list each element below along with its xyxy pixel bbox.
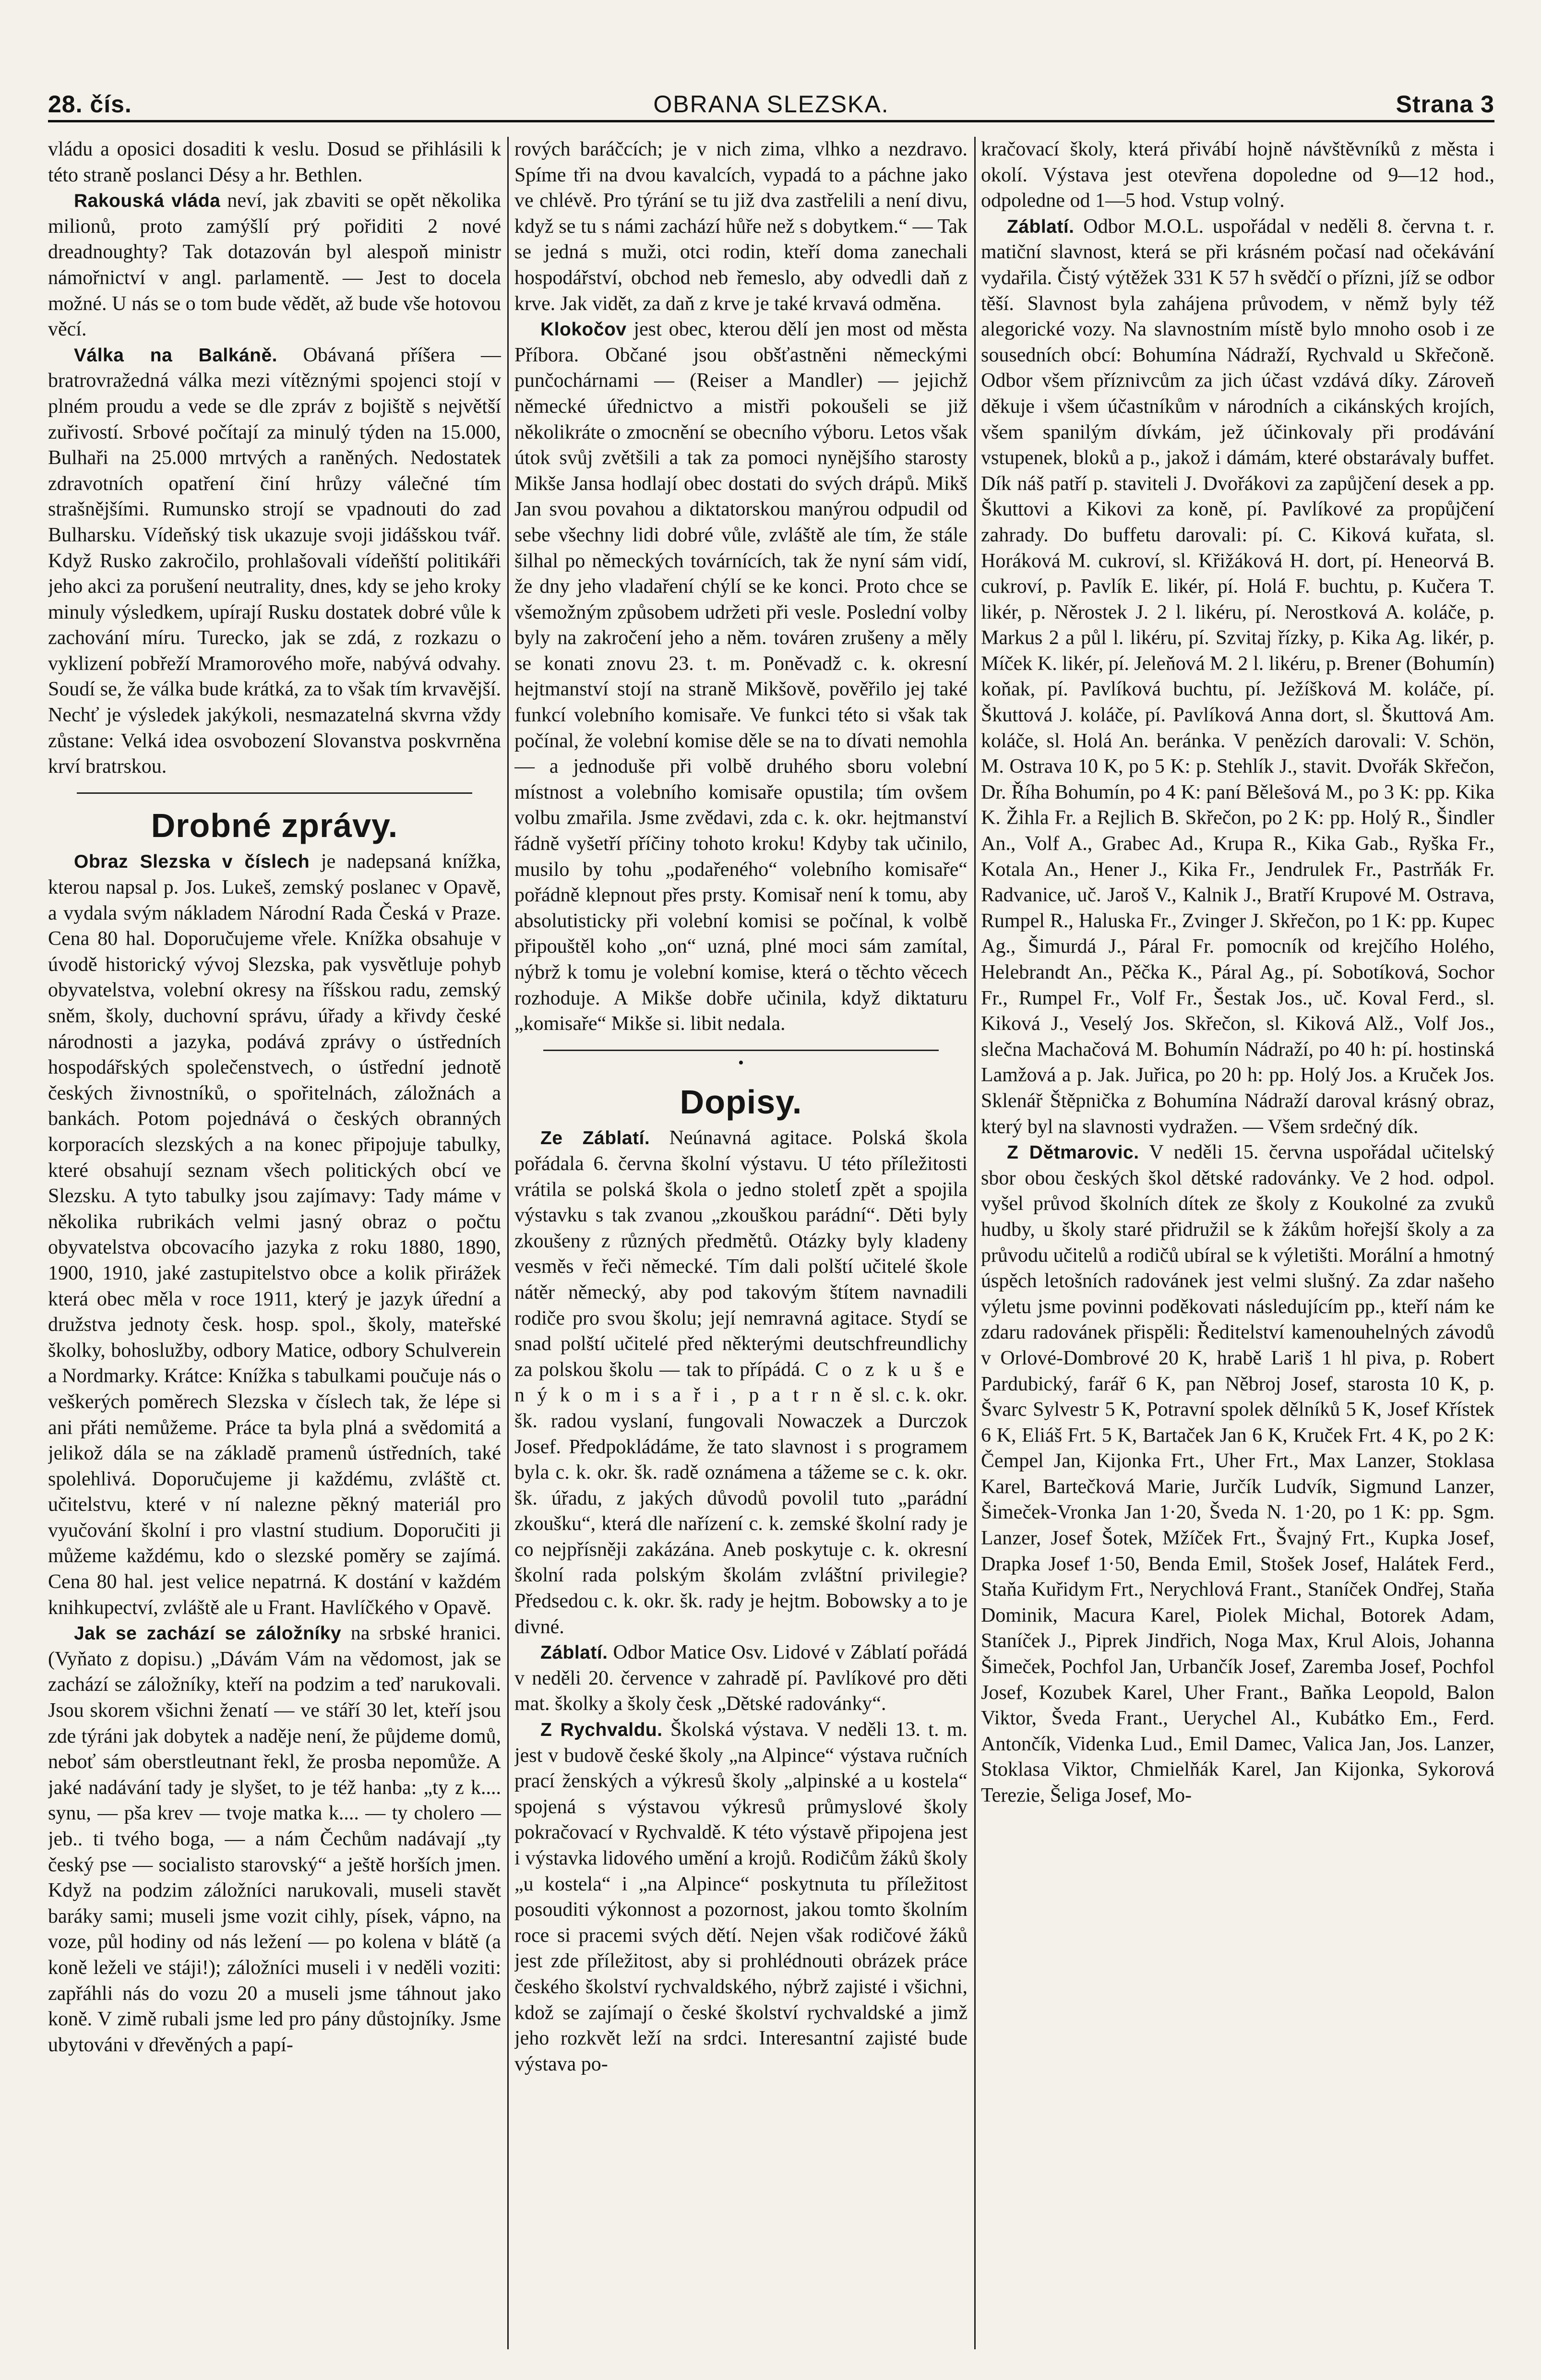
issue-number: 28. čís. xyxy=(48,91,132,118)
paragraph: kračovací školy, která přivábí hojně návštěvníků z města i okolí. Výstava jest otevřena dopoledne od 9—12 hod., odpoledne od 1—5 hod. Vstup volný. xyxy=(981,138,1494,212)
article-lead: Z Dětmarovic. xyxy=(1007,1142,1139,1163)
section-rule xyxy=(543,1050,939,1051)
article-lead: Záblatí. xyxy=(1007,216,1075,237)
column-2 xyxy=(514,137,968,2349)
column-divider xyxy=(974,137,976,2349)
paragraph: Z Dětmarovic. V neděli 15. června uspořádal učitelský sbor obou českých škol dětské radovánky. Ve 2 hod. odpol. vyšel průvod školních dítek ze školy z Koukolné za zvuků hudby, u školy staré přidružil se k žákům hořejší školy a za průvodu učitelů a rodičů ubíral se k výletišti. Morální a hmotný úspěch letošních radovánek jest velmi slušný. Za zdar našeho výletu jsme povinni poděkovati následujícím pp., kteří nám ke zdaru radovánek přispěli: Ředitelství kamenouhelných závodů v Orlové-Dombrové 20 K, hrabě Lariš 1 hl piva, p. Robert Pardubický, farář 6 K, pan Něbroj Josef, starosta 10 K, p. Švarc Sylvestr 5 K, Potravní spolek dělníků 5 K, Josef Křístek 6 K, Eliáš Frt. 5 K, Bartaček Jan 6 K, Kruček Frt. 4 K, po 2 K: Čempel Jan, Kijonka Frt., Uher Frt., Max Lanzer, Stoklasa Karel, Bartečková Marie, Jurčík Ludvík, Sigmund Lanzer, Šimeček-Vronka Jan 1·20, Šveda N. 1·20, po 1 K: pp. Sgm. Lanzer, Josef Šotek, Mžíček Frt., Švajný Frt., Kupka Josef, Drapka Josef 1·50, Benda Emil, Stošek Josef, Halátek Ferd., Staňa Kuřidym Frt., Nerychlová Frant., Staníček Ondřej, Staňa Dominik, Macura Karel, Piolek Michal, Botorek Adam, Staníček J., Piprek Jindřich, Noga Max, Krul Alois, Johanna Šimeček, Pochfol Jan, Urbančík Josef, Zaremba Josef, Pochfol Josef, Kozubek Karel, Uher Frant., Baňka Leopold, Balon Viktor, Šveda Frant., Uerychel Al., Kubátko Em., Ferd. Antončík, Videnka Lud., Emil Damec, Valica Jan, Jos. Lanzer, Stoklasa Viktor, Chmielňák Karel, Jan Kijonka, Sykorová Terezie, Šeliga Josef, Mo- xyxy=(981,1141,1494,1806)
column-3 xyxy=(981,137,1494,2349)
paragraph: Rakouská vláda neví, jak zbaviti se opět několika milionů, proto zamýšlí prý pořiditi 2 nové dreadnoughty? Tak dotazován byl alespoň ministr námořnictví v angl. parlamentě. — Jest to docela možné. U nás se o tom bude vědět, až bude vše hotovou věcí. xyxy=(48,190,501,341)
paragraph: Záblatí. Odbor Matice Osv. Lidové v Záblatí pořádá v neděli 20. července v zahradě pí. Pavlíkové pro děti mat. školky a školy česk „Dětské radovánky“. xyxy=(514,1641,968,1715)
paragraph: Válka na Balkáně. Obávaná příšera — bratrovražedná válka mezi vítěznými spojenci stojí v plném proudu a vede se dle zpráv z bojiště s největší zuřivostí. Srbové počítají za minulý týden na 15.000, Bulhaři na 25.000 mrtvých a raněných. Nedostatek zdravotních opatření činí hrůzy válečné tím strašnějšími. Rumunsko strojí se vpadnouti do zad Bulharsku. Vídeňský tisk ukazuje svoji jidášskou tvář. Když Rusko zakročilo, prohlašovali vídeňští politikáři jeho akci za porušení neutrality, dnes, kdy se jeho kroky minuly výsledkem, upírají Rusku dostatek dobré vůle k zachování míru. Turecko, jak se zdá, z rozkazu o vyklizení pobřeží Mramorového moře, nabývá odvahy. Soudí se, že válka bude krátká, za to však tím krvavější. Nechť je výsledek jakýkoli, nesmazatelná skvrna vždy zůstane: Velká idea osvobození Slovanstva poskvrněna krví bratrskou. xyxy=(48,344,501,778)
article-lead: Jak se zachází se záložníky xyxy=(74,1623,342,1644)
paragraph: rových baráčcích; je v nich zima, vlhko a nezdravo. Spíme tři na dvou kavalcích, vypadá to a páchne jako ve chlévě. Pro týrání se tu již dva zastřelili a není divu, když se tu s námi zachází hůře než s dobytkem.“ — Tak se jedná s muži, otci rodin, kteří doma zanechali hospodářství, obchod neb řemeslo, aby odvedli daň z krve. Jak vidět, za daň z krve je také krvavá odměna. xyxy=(514,138,968,315)
article-lead: Záblatí. xyxy=(540,1642,608,1663)
column-1 xyxy=(48,137,501,2349)
section-heading: Dopisy. xyxy=(680,1083,802,1121)
section-rule xyxy=(77,792,472,794)
newspaper-title: OBRANA SLEZSKA. xyxy=(653,91,889,118)
paragraph: Klokočov jest obec, kterou dělí jen most od města Příbora. Občané jsou obšťastněni německými punčochárnami — (Reiser a Mandler) — jejichž německé úřednictvo a mistři pokoušeli se již několikráte o zmocnění se obecního výboru. Letos však útok svůj zvětšili a tak za pomoci nynějšího starosty Mikše Jansa hodlají obec dostati do svých drápů. Mikš Jan svou povahou a diktatorskou manýrou odpudil od sebe všechny lidi dobré vůle, zvláště ale tím, že stále šilhal po německých továrnících, tak že nyní sám vidí, že dny jeho vladaření chýlí se ke konci. Proto chce se všemožným způsobem udržeti při vesle. Poslední volby byly na zakročení jeho a něm. továren zrušeny a měly se konati znovu 23. t. m. Poněvadž c. k. okresní hejtmanství stojí na straně Mikšově, pověřilo jej také funkcí volebního komisaře. Ve funkci této si však tak počínal, že volební komise děle se na to dívati nemohla — a jednoduše při volbě druhého sboru volební místnost a volebního komisaře opustila; tím ovšem volbu zmařila. Jsme zvědavi, zda c. k. okr. hejtmanství řádně vyšetří příčiny tohoto kroku! Kdyby tak učinilo, musilo by tohu „podařeného“ volebního komisaře“ pořádně klepnout přes prsty. Komisař není k tomu, aby absolutisticky při volební komisi se počínal, k volbě připouštěl koho „on“ uzná, plné moci sám zamítal, nýbrž k tomu je volební komise, která o těchto věcech rozhoduje. A Mikše dobře učinila, když diktaturu „komisaře“ Mikše si. libit nedala. xyxy=(514,318,968,1035)
paragraph: Jak se zachází se záložníky na srbské hranici. (Vyňato z dopisu.) „Dávám Vám na vědomost, jak se zachází se záložníky, kteří na podzim a teď narukovali. Jsou skorem všichni ženatí — ve stáří 30 let, kteří jsou zde týráni jak dobytek a naděje není, že půjdeme domů, neboť sám oberstleutnant řekl, že prosba nepomůže. A jaké nadávání tady je slyšet, to je též hanba: „ty z k.... synu, — pša krev — tvoje matka k.... — ty cholero — jeb.. ti tvého boga, — a nám Čechům nadávají „ty český pse — socialisto starovský“ a ještě horších jmen. Když na podzim záložníci narukovali, museli stavět baráky sami; museli jsme vozit cihly, písek, vápno, na voze, půl hodiny od nás ležení — po kolena v blátě (a koně leželi ve stáji!); záložníci museli i v neděli voziti: zapřáhli nás do vozu 20 a museli jsme táhnout jako koně. V zimě rubali jsme led pro pány důstojníky. Jsme ubytováni v dřevěných a papí- xyxy=(48,1622,501,2056)
paragraph: Ze Záblatí. Neúnavná agitace. Polská škola pořádala 6. června školní výstavu. U této příležitosti vrátila se polská škola o jedno stoletÍ zpět a spojila výstavku s tak zvanou „zkouškou parádní“. Děti byly zkoušeny z různých předmětů. Otázky byly kladeny vesměs v řeči německé. Tím dali polští učitelé škole nátěr německý, aby pod takovým štítem navnadili rodiče pro svou školu; její nemravná agitace. Stydí se snad polští učitelé před některými deutschfreundlichy za polskou školu — tak to přípádá. C o z k u š e n ý k o m i s a ř i , p a t r n ě sl. c. k. okr. šk. radou vyslaní, fungovali Nowaczek a Durczok Josef. Předpokládáme, že tato slavnost i s programem byla c. k. okr. šk. radě oznámena a tážeme se c. k. okr. šk. úřadu, z jakých důvodů povolil tuto „parádní zkoušku“, která dle nařízení c. k. zemské školní rady je co nejpřísněji zakázána. Aneb poskytuje c. k. okresní školní rada polským školám zvláštní privilegie? Předsedou c. k. okr. šk. rady je hejtm. Bobowsky a to je divné. xyxy=(514,1127,968,1638)
ornament: • xyxy=(738,1053,744,1072)
paragraph: Z Rychvaldu. Školská výstava. V neděli 13. t. m. jest v budově české školy „na Alpince“ výstava ručních prací ženských a výkresů školy „alpinské a u kostela“ spojená s výstavou výkresů průmyslové školy pokračovací v Rychvaldě. K této výstavě připojena jest i výstavka lidového umění a krojů. Rodičům žáků školy „u kostela“ i „na Alpince“ poskytnuta tu příležitost posouditi výkonnost a pozornost, jakou tomto školním roce si pracemi svých dětí. Nejen však rodičové žáků jest zde příležitost, aby si prohlédnouti obrázek práce českého školství rychvaldského, nýbrž zajisté i všichni, kdož se zajímají o české školství rychvaldské a jimž jeho rozkvět leží na srdci. Interesantní zajisté bude výstava po- xyxy=(514,1719,968,2075)
paragraph: Záblatí. Odbor M.O.L. uspořádal v neděli 8. června t. r. matiční slavnost, která se při krásném počasí nad očekávání vydařila. Čistý výtěžek 331 K 57 h svědčí o přízni, jíž se odbor těší. Slavnost byla zahájena průvodem, v němž byly též alegorické vozy. Na slavnostním místě bylo mnoho osob i ze sousedních obcí: Bohumína Nádraží, Rychvald u Skřečoně. Odbor všem příznivcům za jich účast vzdává díky. Zároveň děkuje i všem účastníkům v národních a cikánských krojích, všem spanilým dívkám, jež účinkovaly při prodávání vstupenek, bloků a p., jakož i dámám, které obstarávaly buffet. Dík náš patří p. staviteli J. Dvořákovi za zapůjčení desek a pp. Škuttovi a Kikovi za koně, pí. Pavlíkové za propůjčení zahrady. Do buffetu darovali: pí. C. Kiková kuřata, sl. Horáková M. cukroví, sl. Křižáková H. dort, pí. Heneorvá B. cukroví, p. Pavlík E. likér, pí. Holá F. buchtu, p. Kučera T. likér, p. Něrostek J. 2 l. likéru, pí. Nerostková A. koláče, p. Markus 2 a půl l. likéru, pí. Szvitaj řízky, p. Kika Ag. likér, p. Míček K. likér, pí. Jeleňová M. 2 l. likéru, p. Brener (Bohumín) koňak, pí. Pavlíková buchtu, pí. Ježíšková M. koláče, pí. Škuttová J. koláče, pí. Pavlíková Anna dort, sl. Škuttová Am. koláče, sl. Holá An. beránka. V penězích darovali: V. Schön, M. Ostrava 10 K, po 5 K: p. Stehlík J., stavit. Dvořák Skřečon, Dr. Říha Bohumín, po 4 K: paní Bělešová M., po 3 K: pp. Kika K. Žihla Fr. a Rejlich B. Skřečon, po 2 K: pp. Holý R., Šindler An., Volf A., Grabec Ad., Krupa R., Kika Gab., Ryška Fr., Kotala An., Hener J., Kika Fr., Jendrulek Fr., Pastrňák Fr. Radvanice, uč. Jaroš V., Kalnik J., Bratří Krupové M. Ostrava, Rumpel R., Haluska Fr., Zvinger J. Skřečon, po 1 K: pp. Kupec Ag., Šimurdá J., Páral Fr. pomocník od krejčího Holého, Helebrandt An., Pěčka K., Páral Ag., pí. Sobotíková, Sochor Fr., Rumpel Fr., Volf Fr., Šestak Jos., uč. Koval Ferd., sl. Kiková J., Veselý Jos. Skřečon, sl. Kiková Alž., Volf Jos., slečna Machačová M. Bohumín Nádraží, po 40 h: pí. hostinská Lamžová a p. Jak. Juřica, po 20 h: pp. Holý Jos. a Kruček Jos. Sklenář Štěpnička z Bohumína Nádraží daroval krásný obraz, který byl na slavnosti vydražen. — Všem srdečný dík. xyxy=(981,215,1494,1138)
section-heading: Drobné zprávy. xyxy=(151,806,398,844)
article-lead: Rakouská vláda xyxy=(74,191,221,212)
column-divider xyxy=(507,137,509,2349)
article-lead: Ze Záblatí. xyxy=(540,1128,650,1149)
header-rule xyxy=(48,120,1494,122)
paragraph: vládu a oposici dosaditi k veslu. Dosud se přihlásili k této straně poslanci Désy a hr. Bethlen. xyxy=(48,138,501,186)
page-number: Strana 3 xyxy=(1396,91,1494,118)
article-lead: Z Rychvaldu. xyxy=(540,1720,663,1741)
article-lead: Klokočov xyxy=(540,319,627,340)
article-lead: Obraz Slezska v číslech xyxy=(74,851,310,873)
paragraph: Obraz Slezska v číslech je nadepsaná knížka, kterou napsal p. Jos. Lukeš, zemský poslanec v Opavě, a vydala svým nákladem Národní Rada Česká v Praze. Cena 80 hal. Doporučujeme vřele. Knížka obsahuje v úvodě historický vývoj Slezska, pak vysvětluje pohyb obyvatelstva, volební okresy na říšskou radu, zemský sněm, školy, duchovní správu, úřady a křivdy české národnosti a jazyka, podává zprávy o ústředních hospodářských společenstvech, o ústřední jednotě českých živnostníků, o spořitelnách, záložnách a bankách. Potom pojednává o českých obranných korporacích slezských a na konec připojuje tabulky, které obsahují seznam všech politických obcí ve Slezsku. A tyto tabulky jsou zajímavy: Tady máme v několika rubrikách velmi jasný obraz o počtu obyvatelstva obcovacího jazyka z roku 1880, 1890, 1900, 1910, jaké zastupitelstvo obce a kolik přirážek která obec měla v roce 1911, který je jazyk úřední a družstva jednoty česk. hosp. spol., školy, mateřské školky, bohoslužby, odbory Matice, odbory Schulverein a Nordmarky. Krátce: Knížka s tabulkami poučuje nás o veškerých poměrech Slezska v číslech tak, že lépe si ani přáti nemůžeme. Práce ta byla plná a svědomitá a jelikož dála se na základě pramenů ústředních, také spolehlivá. Doporučujeme ji každému, zvláště ct. učitelstvu, které v ní nalezne pěkný materiál pro vyučování školní i pro vlastní studium. Doporučiti ji můžeme každému, kdo o slezské poměry se zajímá. Cena 80 hal. jest velice nepatrná. K dostání v každém knihkupectví, zvláště ale u Frant. Havlíčkého v Opavě. xyxy=(48,850,501,1619)
article-lead: Válka na Balkáně. xyxy=(74,345,277,366)
